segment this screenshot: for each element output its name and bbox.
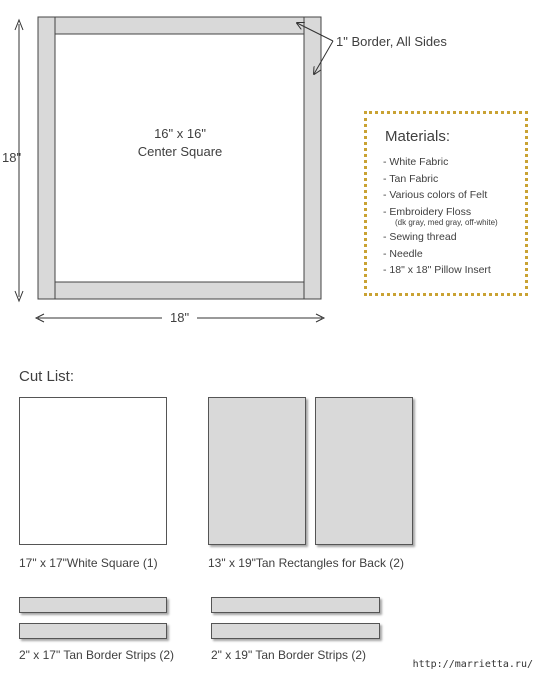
materials-list: [383, 154, 498, 279]
materials-note: (dk gray, med gray, off-white): [395, 218, 498, 227]
materials-item: - 18" x 18" Pillow Insert: [383, 264, 491, 276]
materials-item: - Various colors of Felt: [383, 189, 488, 201]
materials-title: Materials:: [385, 128, 451, 145]
cut-list-title: Cut List:: [19, 368, 75, 385]
tan-rectangles-caption: 13" x 19"Tan Rectangles for Back (2): [208, 556, 404, 570]
height-label: 18": [2, 150, 22, 165]
materials-item: - Embroidery Floss: [383, 205, 472, 218]
materials-item: - Needle: [383, 247, 423, 260]
border-strip-17-piece: [19, 597, 167, 613]
white-square-piece: [19, 397, 167, 545]
border-strip-19-piece: [211, 597, 380, 613]
border-strip-17-piece: [19, 623, 167, 639]
border-top: [55, 17, 304, 34]
materials-item: - Sewing thread: [383, 231, 457, 243]
border-bottom: [55, 282, 304, 299]
center-square-label: [56, 125, 304, 161]
border-strip-19-piece: [211, 623, 380, 639]
materials-box: [364, 111, 528, 296]
width-label: 18": [170, 310, 190, 325]
white-square-caption: 17" x 17"White Square (1): [19, 556, 158, 570]
materials-item: - Tan Fabric: [383, 172, 439, 185]
border-strips-19-caption: 2" x 19" Tan Border Strips (2): [211, 648, 367, 662]
watermark-url: http://marrietta.ru/: [412, 659, 533, 670]
materials-item: - White Fabric: [383, 156, 449, 168]
border-right: [304, 17, 321, 299]
border-left: [38, 17, 55, 299]
center-square-dimensions: 16" x 16": [154, 126, 206, 141]
tan-rectangle-piece: [208, 397, 306, 545]
border-strips-17-caption: 2" x 17" Tan Border Strips (2): [19, 648, 175, 662]
tan-rectangle-piece: [315, 397, 413, 545]
center-square-name: Center Square: [137, 144, 223, 159]
border-label: 1" Border, All Sides: [336, 34, 447, 49]
